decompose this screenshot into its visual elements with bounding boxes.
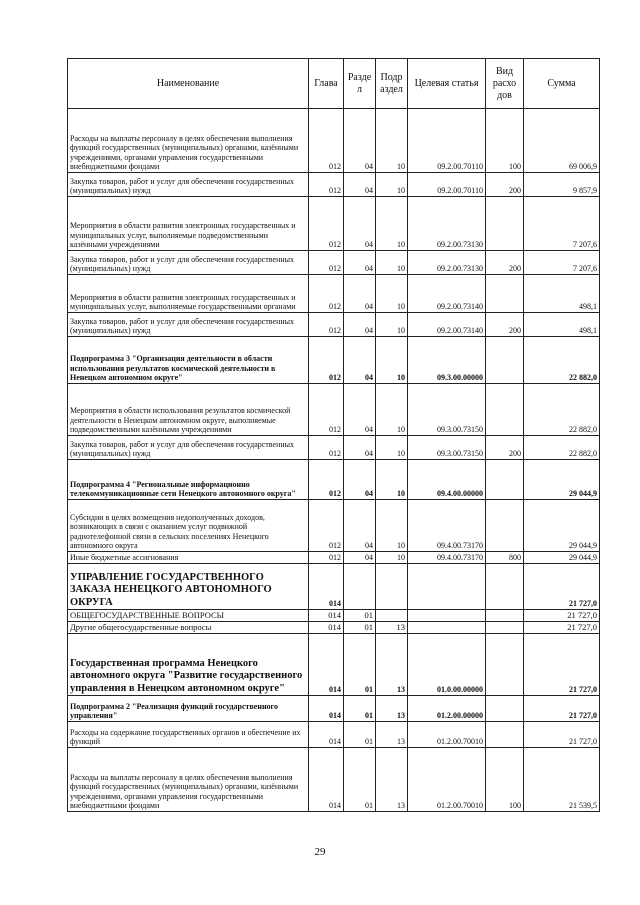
table-row bbox=[68, 748, 600, 812]
cell-name: Мероприятия в области использования результатов космической деятельности в Ненецком автономном округе, выполняемые подведомственными казёнными учреждениями bbox=[68, 384, 309, 436]
cell-glava: 012 bbox=[309, 313, 344, 337]
table-row bbox=[68, 696, 600, 722]
cell-target: 01.0.00.00000 bbox=[408, 634, 486, 696]
cell-podrazdel: 13 bbox=[376, 622, 408, 634]
cell-razdel: 04 bbox=[344, 109, 376, 173]
cell-podrazdel bbox=[376, 610, 408, 622]
cell-podrazdel: 10 bbox=[376, 552, 408, 564]
cell-podrazdel bbox=[376, 564, 408, 610]
cell-sum: 29 044,9 bbox=[524, 552, 600, 564]
table-row bbox=[68, 197, 600, 251]
cell-target: 09.2.00.70110 bbox=[408, 109, 486, 173]
cell-name: Закупка товаров, работ и услуг для обеспечения государственных (муниципальных) нужд bbox=[68, 173, 309, 197]
cell-razdel: 04 bbox=[344, 552, 376, 564]
cell-target: 01.2.00.70010 bbox=[408, 722, 486, 748]
page-number: 29 bbox=[314, 846, 326, 858]
cell-sum: 21 539,5 bbox=[524, 748, 600, 812]
cell-name: Субсидии в целях возмещения недополученных доходов, возникающих в связи с оказанием услуг подвижной радиотелефонной связи в сельских поселениях Ненецкого автономного округа bbox=[68, 500, 309, 552]
table-row bbox=[68, 500, 600, 552]
table-row bbox=[68, 564, 600, 610]
cell-target: 09.2.00.73140 bbox=[408, 313, 486, 337]
cell-glava: 012 bbox=[309, 500, 344, 552]
cell-podrazdel: 10 bbox=[376, 251, 408, 275]
cell-glava: 014 bbox=[309, 610, 344, 622]
cell-podrazdel: 13 bbox=[376, 634, 408, 696]
cell-sum: 21 727,0 bbox=[524, 722, 600, 748]
cell-sum: 7 207,6 bbox=[524, 197, 600, 251]
cell-podrazdel: 10 bbox=[376, 173, 408, 197]
cell-target: 09.2.00.73130 bbox=[408, 197, 486, 251]
col-header-name: Наименование bbox=[68, 59, 309, 109]
cell-podrazdel: 13 bbox=[376, 722, 408, 748]
table-row bbox=[68, 109, 600, 173]
table-row bbox=[68, 722, 600, 748]
cell-glava: 012 bbox=[309, 109, 344, 173]
cell-podrazdel: 10 bbox=[376, 384, 408, 436]
cell-sum: 7 207,6 bbox=[524, 251, 600, 275]
cell-sum: 22 882,0 bbox=[524, 384, 600, 436]
table-row bbox=[68, 622, 600, 634]
cell-razdel: 04 bbox=[344, 460, 376, 500]
cell-name: Закупка товаров, работ и услуг для обеспечения государственных (муниципальных) нужд bbox=[68, 251, 309, 275]
col-header-razdel: Разде л bbox=[344, 59, 376, 109]
cell-vid: 100 bbox=[486, 109, 524, 173]
table-row bbox=[68, 384, 600, 436]
cell-target bbox=[408, 610, 486, 622]
cell-name: Расходы на выплаты персоналу в целях обеспечения выполнения функций государственных (муниципальных) органами, казёнными учреждениями, органами управления государственными внебюджетными фондами bbox=[68, 109, 309, 173]
cell-sum: 21 727,0 bbox=[524, 634, 600, 696]
cell-sum: 498,1 bbox=[524, 275, 600, 313]
table-row bbox=[68, 460, 600, 500]
cell-vid: 200 bbox=[486, 173, 524, 197]
cell-vid bbox=[486, 564, 524, 610]
cell-sum: 21 727,0 bbox=[524, 564, 600, 610]
cell-name: Государственная программа Ненецкого автономного округа "Развитие государственного управления в Ненецком автономном округе" bbox=[68, 634, 309, 696]
cell-vid: 200 bbox=[486, 436, 524, 460]
cell-glava: 014 bbox=[309, 564, 344, 610]
cell-name: УПРАВЛЕНИЕ ГОСУДАРСТВЕННОГО ЗАКАЗА НЕНЕЦКОГО АВТОНОМНОГО ОКРУГА bbox=[68, 564, 309, 610]
cell-name: Мероприятия в области развития электронных государственных и муниципальных услуг, выполняемые государственными органами bbox=[68, 275, 309, 313]
cell-razdel: 01 bbox=[344, 748, 376, 812]
cell-podrazdel: 10 bbox=[376, 460, 408, 500]
cell-sum: 498,1 bbox=[524, 313, 600, 337]
cell-sum: 22 882,0 bbox=[524, 436, 600, 460]
cell-razdel bbox=[344, 564, 376, 610]
cell-glava: 012 bbox=[309, 436, 344, 460]
cell-glava: 012 bbox=[309, 197, 344, 251]
cell-vid bbox=[486, 275, 524, 313]
cell-target: 09.4.00.73170 bbox=[408, 500, 486, 552]
cell-sum: 21 727,0 bbox=[524, 622, 600, 634]
col-header-sum: Сумма bbox=[524, 59, 600, 109]
cell-glava: 012 bbox=[309, 384, 344, 436]
cell-razdel: 04 bbox=[344, 500, 376, 552]
table-row bbox=[68, 436, 600, 460]
cell-name: Расходы на содержание государственных органов и обеспечение их функций bbox=[68, 722, 309, 748]
cell-name: Закупка товаров, работ и услуг для обеспечения государственных (муниципальных) нужд bbox=[68, 313, 309, 337]
cell-razdel: 04 bbox=[344, 173, 376, 197]
cell-vid bbox=[486, 197, 524, 251]
cell-vid bbox=[486, 337, 524, 384]
cell-vid: 200 bbox=[486, 251, 524, 275]
cell-vid bbox=[486, 460, 524, 500]
cell-sum: 21 727,0 bbox=[524, 696, 600, 722]
table-row bbox=[68, 313, 600, 337]
cell-razdel: 04 bbox=[344, 251, 376, 275]
cell-razdel: 01 bbox=[344, 610, 376, 622]
cell-glava: 014 bbox=[309, 748, 344, 812]
cell-razdel: 04 bbox=[344, 197, 376, 251]
cell-target: 01.2.00.70010 bbox=[408, 748, 486, 812]
cell-razdel: 01 bbox=[344, 634, 376, 696]
cell-name: Иные бюджетные ассигнования bbox=[68, 552, 309, 564]
cell-target: 09.3.00.00000 bbox=[408, 337, 486, 384]
cell-vid bbox=[486, 384, 524, 436]
cell-podrazdel: 10 bbox=[376, 500, 408, 552]
cell-target bbox=[408, 622, 486, 634]
cell-glava: 014 bbox=[309, 622, 344, 634]
cell-target: 09.2.00.73130 bbox=[408, 251, 486, 275]
cell-name: Подпрограмма 4 "Региональные информационно телекоммуникационные сети Ненецкого автономного округа" bbox=[68, 460, 309, 500]
cell-podrazdel: 10 bbox=[376, 275, 408, 313]
cell-sum: 22 882,0 bbox=[524, 337, 600, 384]
table-row bbox=[68, 173, 600, 197]
cell-target: 09.2.00.73140 bbox=[408, 275, 486, 313]
cell-glava: 014 bbox=[309, 696, 344, 722]
cell-vid: 100 bbox=[486, 748, 524, 812]
cell-podrazdel: 10 bbox=[376, 313, 408, 337]
cell-razdel: 04 bbox=[344, 384, 376, 436]
cell-razdel: 01 bbox=[344, 722, 376, 748]
cell-podrazdel: 10 bbox=[376, 436, 408, 460]
cell-glava: 014 bbox=[309, 722, 344, 748]
cell-razdel: 04 bbox=[344, 275, 376, 313]
cell-sum: 21 727,0 bbox=[524, 610, 600, 622]
cell-target bbox=[408, 564, 486, 610]
cell-glava: 012 bbox=[309, 337, 344, 384]
cell-name: Закупка товаров, работ и услуг для обеспечения государственных (муниципальных) нужд bbox=[68, 436, 309, 460]
cell-name: Подпрограмма 2 "Реализация функций государственного управления" bbox=[68, 696, 309, 722]
cell-vid bbox=[486, 500, 524, 552]
col-header-podrazdel: Подр аздел bbox=[376, 59, 408, 109]
cell-vid: 200 bbox=[486, 313, 524, 337]
cell-razdel: 04 bbox=[344, 313, 376, 337]
table-row bbox=[68, 251, 600, 275]
cell-razdel: 01 bbox=[344, 696, 376, 722]
cell-podrazdel: 10 bbox=[376, 197, 408, 251]
cell-sum: 29 044,9 bbox=[524, 500, 600, 552]
cell-razdel: 04 bbox=[344, 337, 376, 384]
table-row bbox=[68, 552, 600, 564]
cell-target: 09.4.00.00000 bbox=[408, 460, 486, 500]
cell-vid bbox=[486, 634, 524, 696]
table-row bbox=[68, 634, 600, 696]
col-header-glava: Глава bbox=[309, 59, 344, 109]
cell-name: Подпрограмма 3 "Организация деятельности в области использования результатов космической деятельности в Ненецком автономном округе" bbox=[68, 337, 309, 384]
table-row bbox=[68, 275, 600, 313]
cell-podrazdel: 13 bbox=[376, 696, 408, 722]
col-header-target: Целевая статья bbox=[408, 59, 486, 109]
cell-vid bbox=[486, 610, 524, 622]
cell-target: 09.3.00.73150 bbox=[408, 436, 486, 460]
cell-podrazdel: 10 bbox=[376, 337, 408, 384]
cell-sum: 9 857,9 bbox=[524, 173, 600, 197]
cell-glava: 012 bbox=[309, 173, 344, 197]
cell-glava: 014 bbox=[309, 634, 344, 696]
cell-name: ОБЩЕГОСУДАРСТВЕННЫЕ ВОПРОСЫ bbox=[68, 610, 309, 622]
cell-vid bbox=[486, 722, 524, 748]
cell-name: Мероприятия в области развития электронных государственных и муниципальных услуг, выполняемые подведомственными казёнными учреждениями bbox=[68, 197, 309, 251]
table-header-row bbox=[68, 59, 600, 109]
cell-razdel: 04 bbox=[344, 436, 376, 460]
budget-table bbox=[67, 58, 600, 812]
cell-vid bbox=[486, 696, 524, 722]
cell-name: Расходы на выплаты персоналу в целях обеспечения выполнения функций государственных (муниципальных) органами, казёнными учреждениями, органами управления государственными внебюджетными фондами bbox=[68, 748, 309, 812]
cell-glava: 012 bbox=[309, 552, 344, 564]
cell-glava: 012 bbox=[309, 275, 344, 313]
cell-target: 09.3.00.73150 bbox=[408, 384, 486, 436]
cell-sum: 29 044,9 bbox=[524, 460, 600, 500]
cell-vid bbox=[486, 622, 524, 634]
cell-target: 01.2.00.00000 bbox=[408, 696, 486, 722]
cell-glava: 012 bbox=[309, 251, 344, 275]
cell-razdel: 01 bbox=[344, 622, 376, 634]
cell-target: 09.4.00.73170 bbox=[408, 552, 486, 564]
cell-glava: 012 bbox=[309, 460, 344, 500]
col-header-vid: Вид расхо дов bbox=[486, 59, 524, 109]
table-row bbox=[68, 337, 600, 384]
table-row bbox=[68, 610, 600, 622]
cell-vid: 800 bbox=[486, 552, 524, 564]
cell-sum: 69 006,9 bbox=[524, 109, 600, 173]
cell-podrazdel: 13 bbox=[376, 748, 408, 812]
cell-podrazdel: 10 bbox=[376, 109, 408, 173]
cell-name: Другие общегосударственные вопросы bbox=[68, 622, 309, 634]
cell-target: 09.2.00.70110 bbox=[408, 173, 486, 197]
